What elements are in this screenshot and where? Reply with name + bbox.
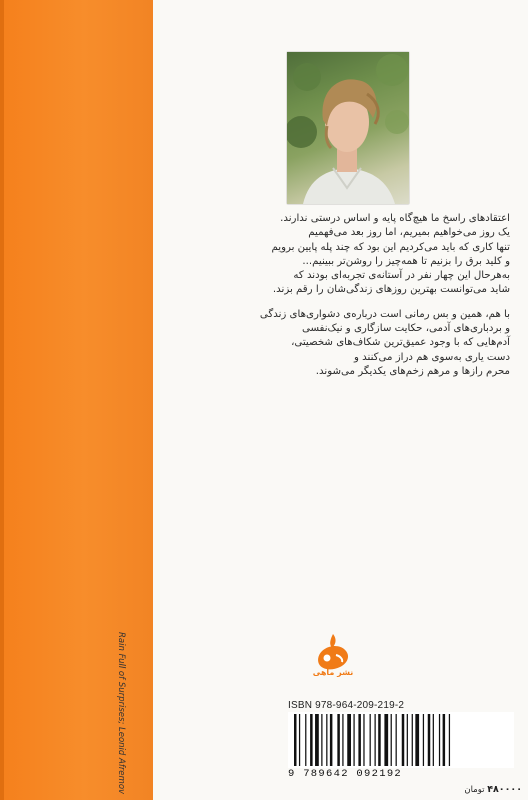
price-currency: تومان [464,785,485,795]
barcode [288,712,514,768]
price-tag [452,784,522,795]
blurb-line: اعتقادهای راسخ ما هیچ‌گاه پایه و اساس درستی ندارند. [280,213,510,224]
barcode-bars [288,712,514,768]
blurb-line: به‌هرحال این چهار نفر در آستانه‌ی تجربه‌ای بودند که [293,270,510,282]
blurb-line: تنها کاری که باید می‌کردیم این بود که چند پله پایین برویم [271,241,510,253]
blurb-line: آدم‌هایی که با وجود عمیق‌ترین شکاف‌های شخصیتی، [291,337,510,349]
blurb-paragraph-1 [165,212,510,298]
blurb-line: یک روز می‌خواهیم بمیریم، اما روز بعد می‌فهمیم [308,227,510,239]
portrait-illustration [287,52,409,204]
blurb-line: با هم، همین و بس رمانی است درباره‌ی دشواری‌های زندگی [259,308,510,320]
publisher-name: نشر ماهی [312,668,354,677]
publisher-fish-logo-icon [310,632,356,688]
blurb-line: دست یاری به‌سوی هم دراز می‌کنند و [354,351,510,363]
orange-spine-band [0,0,153,800]
blurb-line: و بردباری‌های آدمی، حکایت سازگاری و نیک‌نفسی [301,323,510,335]
cover-art-credit: Rain Full of Surprises; Leonid Afremov [116,632,126,795]
blurb-paragraph-2 [165,308,510,379]
spine-edge-shadow [0,0,4,800]
author-portrait [287,52,409,204]
blurb-line: شاید می‌توانست بهترین روزهای زندگی‌شان را رقم بزند. [272,284,510,296]
price-amount: ۴۸۰۰۰۰ [487,784,522,795]
barcode-digits: 9 789642 092192 [288,768,403,780]
blurb-line: و کلید برق را بزنیم تا همه‌چیز را روشن‌تر ببینیم... [302,255,510,267]
back-cover-blurb [165,212,510,389]
blurb-line: محرم رازها و مرهم زخم‌های یکدیگر می‌شوند. [315,365,510,377]
isbn-label: ISBN 978-964-209-219-2 [288,700,405,711]
